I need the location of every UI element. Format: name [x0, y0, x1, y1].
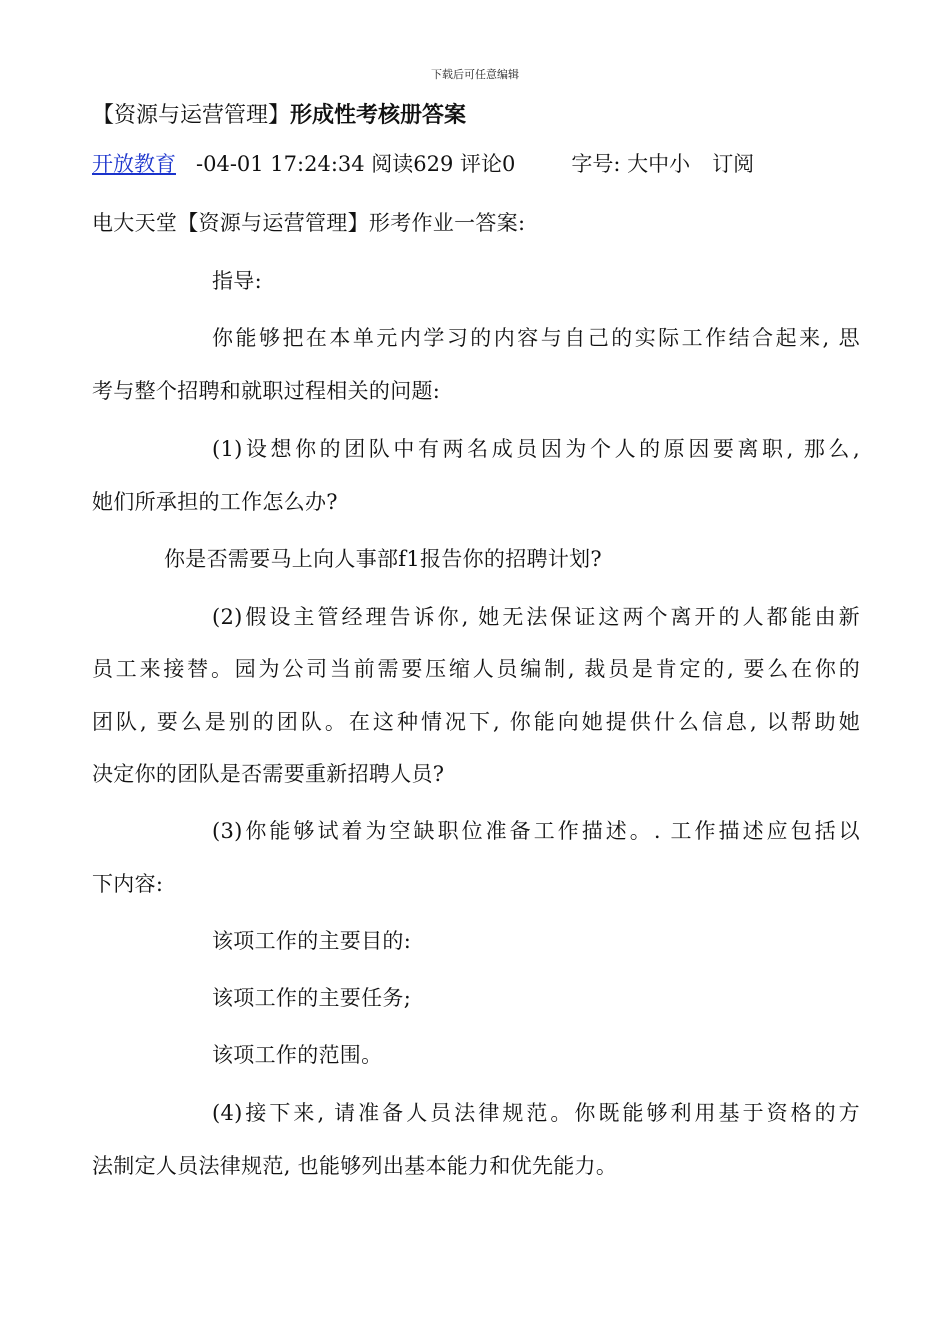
paragraph-line: 你是否需要马上向人事部f1报告你的招聘计划?: [164, 547, 602, 571]
font-size-selector[interactable]: 字号: 大中小: [571, 152, 691, 176]
paragraph-line: 她们所承担的工作怎么办?: [92, 490, 338, 514]
post-info: -04-01 17:24:34 阅读629 评论0: [196, 152, 516, 176]
title-bracket: 【资源与运营管理】: [92, 103, 291, 128]
paragraph-line: (1)设想你的团队中有两名成员因为个人的原因要离职, 那么,: [212, 437, 860, 461]
paragraph-line: (3)你能够试着为空缺职位准备工作描述。. 工作描述应包括以: [212, 819, 860, 843]
paragraph-line: (4)接下来, 请准备人员法律规范。你既能够利用基于资格的方: [212, 1101, 860, 1125]
paragraph-line: 电大天堂【资源与运营管理】形考作业一答案:: [92, 211, 526, 235]
paragraph-line: 该项工作的主要任务;: [212, 986, 412, 1010]
paragraph-line: 员工来接替。园为公司当前需要压缩人员编制, 裁员是肯定的, 要么在你的: [92, 657, 860, 681]
paragraph-line: (2)假设主管经理告诉你, 她无法保证这两个离开的人都能由新: [212, 605, 860, 629]
paragraph-line: 下内容:: [92, 872, 164, 896]
source-link[interactable]: 开放教育: [92, 152, 176, 176]
paragraph-line: 考与整个招聘和就职过程相关的问题:: [92, 379, 441, 403]
paragraph-line: 团队, 要么是别的团队。在这种情况下, 你能向她提供什么信息, 以帮助她: [92, 710, 860, 734]
paragraph-line: 法制定人员法律规范, 也能够列出基本能力和优先能力。: [92, 1154, 618, 1178]
paragraph-line: 决定你的团队是否需要重新招聘人员?: [92, 762, 445, 786]
meta-line: [92, 148, 754, 178]
header-note: 下载后可任意编辑: [431, 68, 519, 81]
paragraph-line: 指导:: [212, 269, 262, 293]
page-title: [92, 98, 466, 129]
paragraph-line: 该项工作的范围。: [212, 1043, 383, 1067]
title-main: 形成性考核册答案: [290, 102, 467, 128]
paragraph-line: 你能够把在本单元内学习的内容与自己的实际工作结合起来, 思: [212, 326, 860, 350]
subscribe-link[interactable]: 订阅: [712, 152, 755, 176]
paragraph-line: 该项工作的主要目的:: [212, 929, 412, 953]
